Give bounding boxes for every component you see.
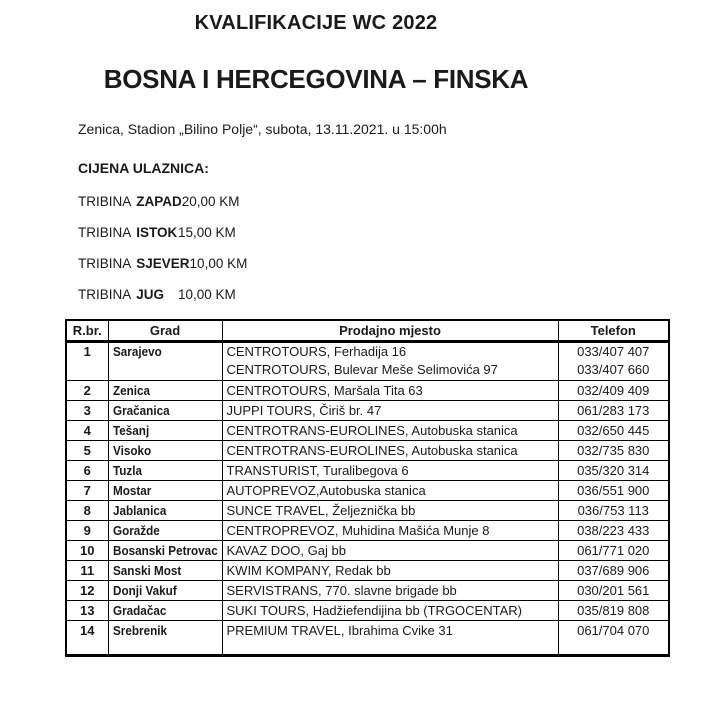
phone-cell: 030/201 561	[558, 581, 669, 601]
city-cell	[108, 481, 222, 501]
city-cell	[108, 342, 222, 381]
stand-label	[78, 224, 178, 241]
city-cell	[108, 601, 222, 621]
outlet-cell: CENTROTRANS-EUROLINES, Autobuska stanica	[222, 421, 558, 441]
row-number: 14	[66, 621, 108, 656]
column-header-grad: Grad	[108, 320, 222, 342]
table-header-row	[66, 320, 669, 342]
table-row	[66, 541, 669, 561]
outlet-cell: CENTROTOURS, Maršala Tita 63	[222, 381, 558, 401]
row-number: 4	[66, 421, 108, 441]
table-row	[66, 621, 669, 656]
stand-name: SJEVER	[136, 256, 190, 271]
table-row	[66, 421, 669, 441]
table-row	[66, 481, 669, 501]
tribina-word: TRIBINA	[78, 287, 132, 302]
outlet-cell: CENTROTRANS-EUROLINES, Autobuska stanica	[222, 441, 558, 461]
outlet-line: CENTROTOURS, Bulevar Meše Selimovića 97	[226, 362, 498, 377]
outlet-line: CENTROTOURS, Ferhadija 16	[226, 344, 407, 359]
ticket-prices-section	[78, 160, 719, 303]
city-name: Donji Vakuf	[112, 583, 177, 598]
document-header	[0, 12, 632, 95]
tribina-word: TRIBINA	[78, 194, 132, 209]
price-row-istok	[78, 224, 719, 241]
stand-label	[78, 193, 182, 210]
city-name: Visoko	[112, 443, 151, 458]
row-number: 3	[66, 401, 108, 421]
city-cell	[108, 441, 222, 461]
price-row-jug	[78, 286, 719, 303]
outlet-cell: CENTROPREVOZ, Muhidina Mašića Munje 8	[222, 521, 558, 541]
city-name: Sarajevo	[112, 344, 162, 359]
match-title: BOSNA I HERCEGOVINA – FINSKA	[103, 64, 529, 94]
outlet-cell: PREMIUM TRAVEL, Ibrahima Cvike 31	[222, 621, 558, 656]
table-row	[66, 461, 669, 481]
stand-label	[78, 255, 190, 272]
city-cell	[108, 501, 222, 521]
row-number: 11	[66, 561, 108, 581]
price-row-zapad	[78, 193, 719, 210]
table-row	[66, 561, 669, 581]
tribina-word: TRIBINA	[78, 256, 132, 271]
outlet-cell: JUPPI TOURS, Čiriš br. 47	[222, 401, 558, 421]
phone-cell: 061/283 173	[558, 401, 669, 421]
row-number: 2	[66, 381, 108, 401]
phone-cell	[558, 342, 669, 381]
stand-name: JUG	[136, 287, 165, 302]
city-name: Mostar	[112, 483, 151, 498]
city-cell	[108, 541, 222, 561]
row-number: 12	[66, 581, 108, 601]
outlet-cell: KWIM KOMPANY, Redak bb	[222, 561, 558, 581]
stand-name: ISTOK	[136, 225, 178, 240]
venue-date-line: Zenica, Stadion „Bilino Polje“, subota, 13.11.2021. u 15:00h	[78, 121, 447, 137]
table-row	[66, 501, 669, 521]
ticket-price: 20,00 KM	[181, 194, 240, 209]
city-cell	[108, 621, 222, 656]
tribina-word: TRIBINA	[78, 225, 132, 240]
table-row	[66, 601, 669, 621]
outlet-cell: KAVAZ DOO, Gaj bb	[222, 541, 558, 561]
ticket-price: 10,00 KM	[178, 287, 236, 302]
outlet-cell	[222, 342, 558, 381]
table-row	[66, 342, 669, 381]
table-row	[66, 381, 669, 401]
column-header-prodajno-mjesto: Prodajno mjesto	[222, 320, 558, 342]
city-cell	[108, 421, 222, 441]
city-cell	[108, 581, 222, 601]
city-cell	[108, 381, 222, 401]
phone-cell: 036/753 113	[558, 501, 669, 521]
row-number: 9	[66, 521, 108, 541]
price-row-sjever	[78, 255, 719, 272]
table-row	[66, 521, 669, 541]
competition-title: KVALIFIKACIJE WC 2022	[194, 12, 438, 34]
city-name: Tešanj	[112, 423, 149, 438]
column-header-rbr: R.br.	[66, 320, 108, 342]
row-number: 5	[66, 441, 108, 461]
city-name: Tuzla	[112, 463, 142, 478]
city-name: Gradačac	[112, 603, 166, 618]
city-name: Jablanica	[112, 503, 166, 518]
outlet-cell: SUKI TOURS, Hadžiefendijina bb (TRGOCENTAR)	[222, 601, 558, 621]
ticket-price: 10,00 KM	[189, 256, 248, 271]
city-cell	[108, 521, 222, 541]
table-row	[66, 581, 669, 601]
phone-cell: 032/650 445	[558, 421, 669, 441]
city-name: Goražde	[112, 523, 160, 538]
city-name: Sanski Most	[112, 563, 181, 578]
ticket-prices-heading: CIJENA ULAZNICA:	[78, 160, 209, 176]
ticket-price: 15,00 KM	[178, 225, 236, 240]
stand-label	[78, 286, 178, 303]
city-cell	[108, 461, 222, 481]
phone-cell: 038/223 433	[558, 521, 669, 541]
phone-cell: 061/704 070	[558, 621, 669, 656]
city-name: Zenica	[112, 383, 150, 398]
table-row	[66, 441, 669, 461]
outlet-cell: TRANSTURIST, Turalibegova 6	[222, 461, 558, 481]
stand-name: ZAPAD	[136, 194, 182, 209]
row-number: 6	[66, 461, 108, 481]
phone-cell: 032/735 830	[558, 441, 669, 461]
city-name: Srebrenik	[112, 623, 167, 638]
city-name: Gračanica	[112, 403, 170, 418]
city-cell	[108, 401, 222, 421]
column-header-telefon: Telefon	[558, 320, 669, 342]
phone-line: 033/407 407	[577, 344, 650, 359]
phone-line: 033/407 660	[577, 362, 650, 377]
city-cell	[108, 561, 222, 581]
row-number: 10	[66, 541, 108, 561]
city-name: Bosanski Petrovac	[112, 543, 218, 558]
row-number: 1	[66, 342, 108, 381]
sales-points-table	[65, 319, 670, 657]
phone-cell: 061/771 020	[558, 541, 669, 561]
outlet-cell: SERVISTRANS, 770. slavne brigade bb	[222, 581, 558, 601]
phone-cell: 035/819 808	[558, 601, 669, 621]
phone-cell: 035/320 314	[558, 461, 669, 481]
row-number: 13	[66, 601, 108, 621]
row-number: 8	[66, 501, 108, 521]
outlet-cell: AUTOPREVOZ,Autobuska stanica	[222, 481, 558, 501]
phone-cell: 036/551 900	[558, 481, 669, 501]
outlet-cell: SUNCE TRAVEL, Željeznička bb	[222, 501, 558, 521]
table-row	[66, 401, 669, 421]
phone-cell: 032/409 409	[558, 381, 669, 401]
row-number: 7	[66, 481, 108, 501]
phone-cell: 037/689 906	[558, 561, 669, 581]
